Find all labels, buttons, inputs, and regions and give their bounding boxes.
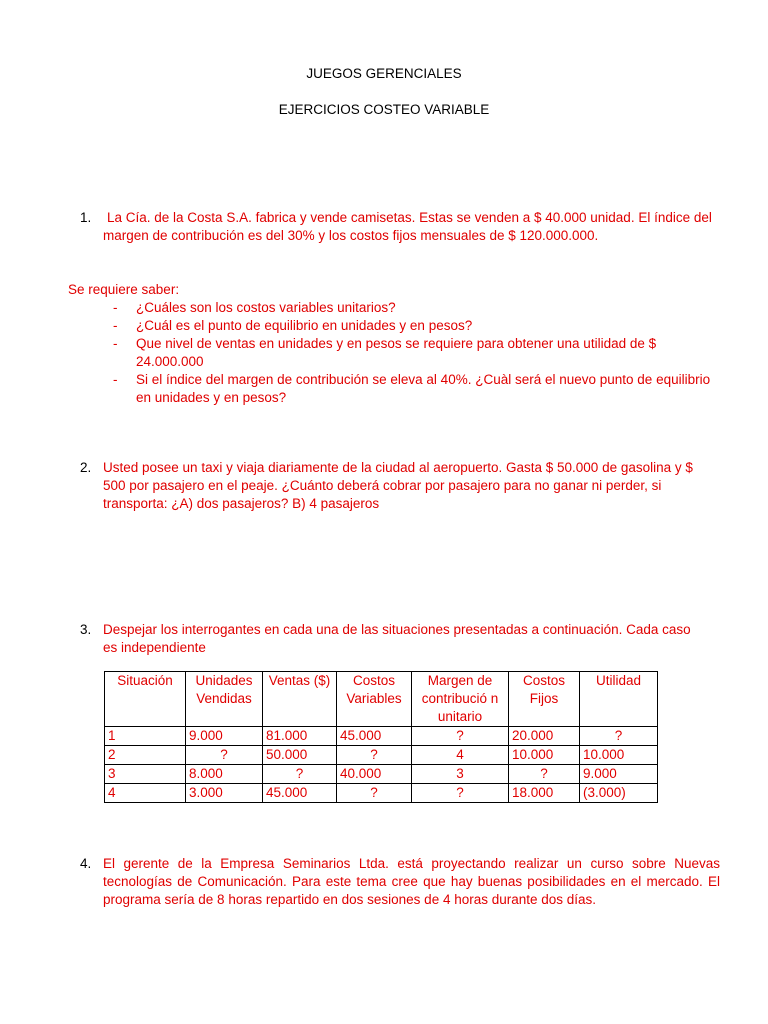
cell: (3.000) [580,784,658,803]
question-list [113,299,718,407]
col-header-costos-variables: Costos Variables [337,672,412,727]
cell: 1 [105,727,186,746]
cell: ? [509,765,580,784]
table-row [105,784,658,803]
cell: 18.000 [509,784,580,803]
cell: 3 [105,765,186,784]
table-row [105,727,658,746]
cell: 50.000 [263,746,337,765]
col-header-utilidad: Utilidad [580,672,658,727]
cell: ? [263,765,337,784]
cell: ? [337,784,412,803]
col-header-margen: Margen de contribució n unitario [412,672,509,727]
exercise-1-text: La Cía. de la Costa S.A. fabrica y vende camisetas. Estas se venden a $ 40.000 unidad. El índice del margen de contribución es del 30% y los costos fijos mensuales de $ 120.000.000. [103,210,712,243]
cell: 10.000 [509,746,580,765]
exercise-3-text: Despejar los interrogantes en cada una de las situaciones presentadas a continuación. Cada caso es independiente [103,622,691,655]
exercise-2-number: 2. [80,460,92,475]
cell: ? [337,746,412,765]
exercise-2-text: Usted posee un taxi y viaja diariamente de la ciudad al aeropuerto. Gasta $ 50.000 de gasolina y $ 500 por pasajero en el peaje. ¿Cuánto deberá cobrar por pasajero para no ganar ni perder, si transporta: ¿A) dos pasajeros? B) 4 pasajeros [103,460,693,511]
cell: 9.000 [186,727,263,746]
exercise-1-number: 1. [80,210,92,225]
cell: 2 [105,746,186,765]
page-title: JUEGOS GERENCIALES [306,66,462,81]
cell: 9.000 [580,765,658,784]
table-row [105,746,658,765]
situations-table [104,671,658,803]
cell: 8.000 [186,765,263,784]
cell: ? [412,727,509,746]
list-item: - ¿Cuáles son los costos variables unitarios? [113,300,396,315]
list-item: - Si el índice del margen de contribución se eleva al 40%. ¿Cuàl será el nuevo punto de equilibrio en unidades y en pesos? [113,372,711,405]
cell: ? [412,784,509,803]
exercise-3-number: 3. [80,622,92,637]
table-header-row [105,672,658,727]
cell: 3 [412,765,509,784]
cell: ? [186,746,263,765]
col-header-situacion: Situación [105,672,186,727]
exercise-4-number: 4. [80,856,92,871]
cell: 10.000 [580,746,658,765]
requires-label: Se requiere saber: [68,282,180,297]
cell: 81.000 [263,727,337,746]
cell: ? [580,727,658,746]
cell: 3.000 [186,784,263,803]
col-header-unidades: Unidades Vendidas [186,672,263,727]
page-subtitle: EJERCICIOS COSTEO VARIABLE [278,102,490,117]
col-header-costos-fijos: Costos Fijos [509,672,580,727]
col-header-ventas: Ventas ($) [263,672,337,727]
cell: 45.000 [263,784,337,803]
cell: 20.000 [509,727,580,746]
cell: 40.000 [337,765,412,784]
cell: 4 [412,746,509,765]
cell: 45.000 [337,727,412,746]
list-item: - Que nivel de ventas en unidades y en pesos se requiere para obtener una utilidad de $ 24.000.000 [113,336,657,369]
list-item: - ¿Cuál es el punto de equilibrio en unidades y en pesos? [113,318,473,333]
table-row [105,765,658,784]
cell: 4 [105,784,186,803]
exercise-4-text: El gerente de la Empresa Seminarios Ltda. está proyectando realizar un curso sobre Nuevas tecnologías de Comunicación. Para este tema cree que hay buenas posibilidades en el mercado. El programa sería de 8 horas repartido en dos sesiones de 4 horas durante dos días. [103,856,720,907]
